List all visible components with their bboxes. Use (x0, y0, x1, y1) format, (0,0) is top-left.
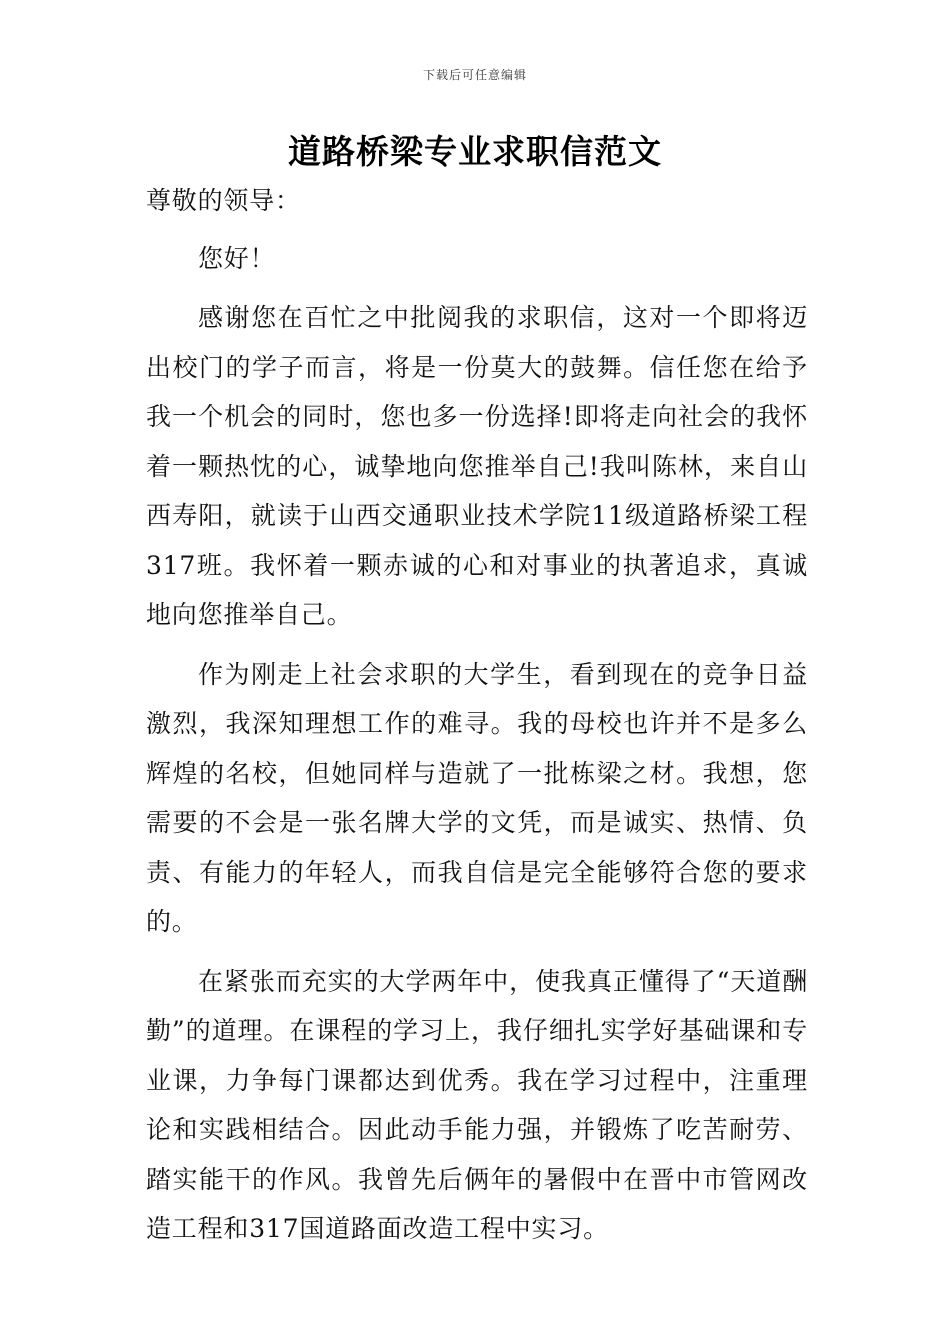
header-note: 下载后可任意编辑 (422, 68, 527, 82)
paragraph: 作为刚走上社会求职的大学生，看到现在的竞争日益激烈，我深知理想工作的难寻。我的母校也许并不是多么辉煌的名校，但她同样与造就了一批栋梁之材。我想，您需要的不会是一张名牌大学的文凭，而是诚实、热情、负责、有能力的年轻人，而我自信是完全能够符合您的要求的。 (146, 659, 808, 936)
salutation: 尊敬的领导： (146, 186, 301, 215)
paragraph: 在紧张而充实的大学两年中，使我真正懂得了“天道酬勤”的道理。在课程的学习上，我仔细扎实学好基础课和专业课，力争每门课都达到优秀。我在学习过程中，注重理论和实践相结合。因此动手能力强，并锻炼了吃苦耐劳、踏实能干的作风。我曾先后俩年的暑假中在晋中市管网改造工程和317国道路面改造工程中实习。 (146, 966, 808, 1243)
paragraph: 感谢您在百忙之中批阅我的求职信，这对一个即将迈出校门的学子而言，将是一份莫大的鼓舞。信任您在给予我一个机会的同时，您也多一份选择!即将走向社会的我怀着一颗热忱的心，诚挚地向您推举自己!我叫陈林，来自山西寿阳，就读于山西交通职业技术学院11级道路桥梁工程317班。我怀着一颗赤诚的心和对事业的执著追求，真诚地向您推举自己。 (146, 303, 808, 629)
greeting: 您好！ (198, 243, 276, 273)
letter-body (146, 176, 808, 1254)
document-title: 道路桥梁专业求职信范文 (288, 132, 662, 171)
